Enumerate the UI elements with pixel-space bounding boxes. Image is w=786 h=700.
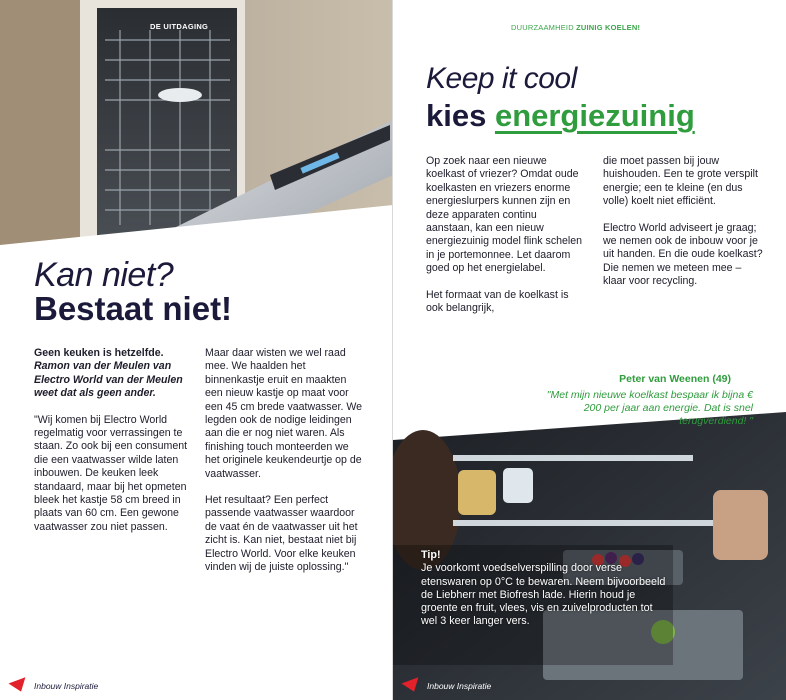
intro-italic: Ramon van der Meulen van Electro World van der Meulen weet dat als geen ander.	[34, 360, 183, 400]
footer-label: Inbouw Inspiratie	[34, 681, 99, 691]
title-bold	[426, 98, 695, 134]
intro-lead	[34, 347, 194, 401]
page-footer	[10, 680, 98, 692]
tip-box	[421, 549, 671, 629]
title-accent: energiezuinig	[494, 98, 695, 133]
paragraph: Electro World adviseert je graag; we nemen ook de inbouw voor je uit handen. En die oude koelkast? Die nemen we meteen mee – klaar voor recycling.	[603, 221, 763, 288]
section-tag: DE UITDAGING	[150, 22, 209, 31]
dishwasher-photo	[0, 0, 393, 300]
tip-text: Je voorkomt voedselverspilling door verse etenswaren op 0°C te bewaren. Neem bijvoorbeeld de Liebherr met Biofresh lade. Hierin houd je groente en fruit, vlees, vis en zuivelproducten tot wel 3 keer langer vers.	[421, 562, 666, 628]
title-prefix: kies	[426, 98, 495, 133]
paragraph: Het formaat van de koelkast is ook belangrijk,	[426, 288, 569, 315]
right-column-1	[426, 155, 586, 328]
right-page	[393, 0, 786, 700]
paragraph: die moet passen bij jouw huishouden. Een te grote verspilt energie; een te kleine (en dus volle) koelt niet efficiënt.	[603, 155, 758, 208]
footer-label: Inbouw Inspiratie	[427, 681, 492, 691]
kicker-normal: DUURZAAMHEID	[511, 23, 577, 32]
paragraph: Maar daar wisten we wel raad mee. We haalden het binnenkastje eruit en maakten een nieuw kastje op maat voor een 45 cm brede vaatwasser. We legden ook de nodige leidingen aan die er nog niet waren. Als finishing touch monteerden we het originele keukendeurtje op de vaatwasser.	[205, 347, 363, 480]
brand-triangle-icon	[8, 677, 29, 694]
tip-title: Tip!	[421, 549, 441, 561]
kicker-bold: ZUINIG KOELEN!	[576, 23, 641, 32]
title-italic: Keep it cool	[426, 62, 577, 95]
headline-bold: Bestaat niet!	[34, 290, 233, 327]
intro-bold: Geen keuken is hetzelfde.	[34, 347, 164, 359]
page-footer	[403, 680, 491, 692]
right-column-2	[603, 155, 763, 302]
section-kicker	[511, 23, 640, 32]
paragraph: Het resultaat? Een perfect passende vaatwasser waardoor de vaat én de vaatwasser uit het zicht is. Kan niet, bestaat niet bij Electro World. Voor elke keuken vinden wij de juiste oplossing."	[205, 494, 358, 574]
quote-text: "Met mijn nieuwe koelkast bespaar ik bijna € 200 per jaar aan energie. Dat is snel terugverdiend! "	[546, 389, 753, 427]
paragraph: Op zoek naar een nieuwe koelkast of vriezer? Omdat oude koelkasten en vriezers enorme energieslurpers kunnen zijn en deze apparaten continu aanstaan, kan een nieuw energiezuinig model flink schelen in je portemonnee. Let daarom goed op het energielabel.	[426, 155, 583, 275]
headline-italic: Kan niet?	[34, 256, 174, 294]
left-column-1	[34, 347, 194, 547]
paragraph: "Wij komen bij Electro World regelmatig voor verrassingen te staan. Zo ook bij een consument die een vaatwasser wilde laten inbouwen. De keuken leek standaard, maar bij het opmeten bleek het kastje 58 cm breed in plaats van 60 cm. Een gewone vaatwasser zou niet passen.	[34, 413, 188, 533]
left-column-2	[205, 347, 363, 588]
quote-author: Peter van Weenen (49)	[619, 373, 731, 385]
